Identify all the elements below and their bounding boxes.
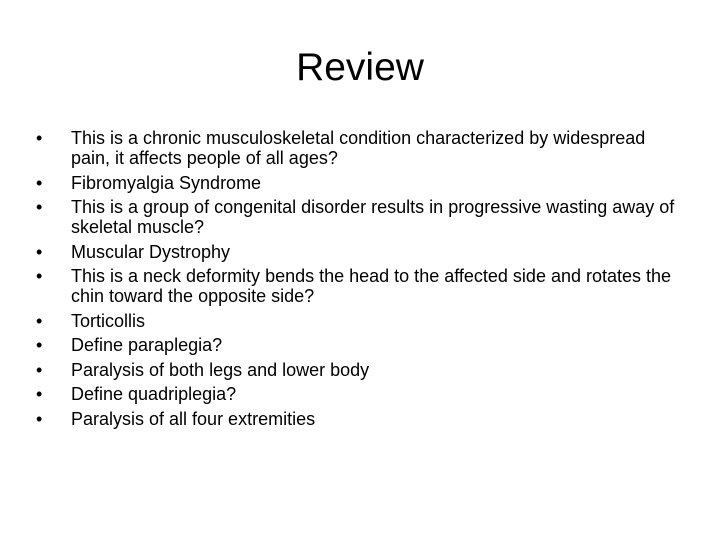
list-item (36, 242, 686, 262)
bullet-text: This is a chronic musculoskeletal condition characterized by widespread pain, it affects people of all ages? (71, 128, 646, 168)
bullet-text: Fibromyalgia Syndrome (71, 172, 262, 193)
bullet-text: Define quadriplegia? (71, 384, 237, 404)
bullet-text: Define paraplegia? (71, 335, 223, 355)
list-item (36, 360, 686, 380)
list-item (36, 384, 686, 404)
list-item (36, 335, 686, 355)
bullet-icon: • (36, 384, 43, 404)
bullet-icon: • (36, 128, 43, 148)
bullet-text: This is a neck deformity bends the head to the affected side and rotates the chin toward the opposite side? (71, 266, 672, 306)
list-item (36, 311, 686, 331)
slide-title: Review (296, 46, 424, 89)
bullet-icon: • (36, 266, 43, 286)
bullet-icon: • (36, 241, 43, 262)
list-item (36, 128, 686, 168)
bullet-list (36, 128, 686, 433)
bullet-icon: • (36, 197, 43, 217)
bullet-text: Torticollis (71, 310, 146, 331)
bullet-icon: • (36, 408, 43, 429)
list-item (36, 409, 686, 429)
bullet-text: Muscular Dystrophy (71, 241, 231, 262)
bullet-icon: • (36, 335, 43, 355)
bullet-text: Paralysis of both legs and lower body (71, 359, 370, 380)
bullet-icon: • (36, 172, 43, 193)
bullet-text: Paralysis of all four extremities (71, 408, 316, 429)
list-item (36, 197, 686, 237)
list-item (36, 266, 686, 306)
list-item (36, 173, 686, 193)
bullet-icon: • (36, 310, 43, 331)
bullet-icon: • (36, 359, 43, 380)
bullet-text: This is a group of congenital disorder results in progressive wasting away of skeletal muscle? (71, 197, 675, 237)
